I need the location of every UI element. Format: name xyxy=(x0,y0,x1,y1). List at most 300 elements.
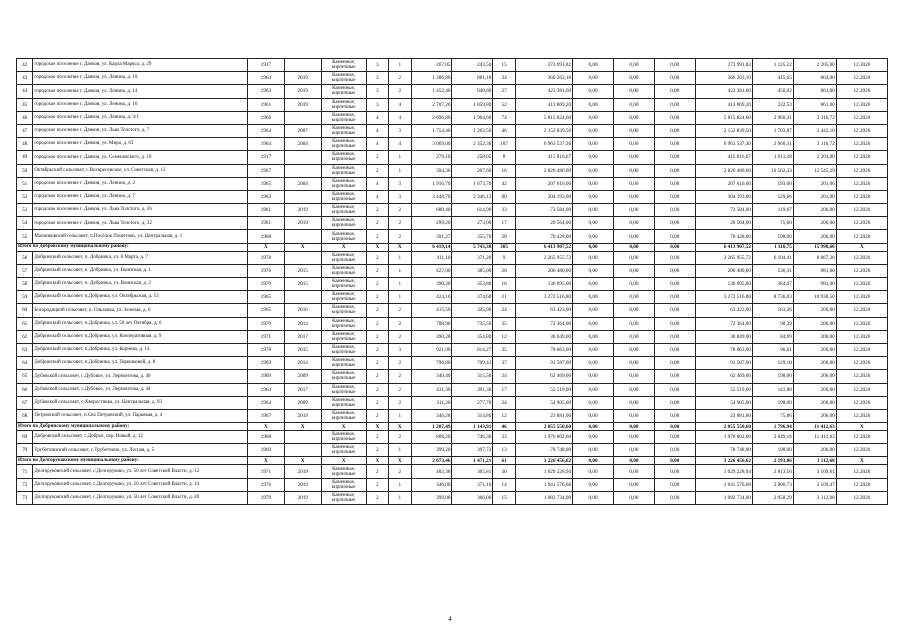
cell-f1: 0,00 xyxy=(573,85,614,98)
cell-y2: 2017 xyxy=(284,330,321,343)
cell-f2: 0,00 xyxy=(613,409,654,422)
cell-own: 206 480,00 xyxy=(695,264,752,277)
cell-y2: 2004 xyxy=(284,138,321,151)
cell-s2: 3 112,68 xyxy=(793,457,836,465)
cell-f2: 0,00 xyxy=(613,230,654,243)
cell-n: 69 xyxy=(17,431,33,444)
cell-floors: 2 xyxy=(366,291,388,304)
table-row xyxy=(17,217,888,230)
cell-s2: 206,00 xyxy=(793,304,836,317)
cell-a2: 1 471,21 xyxy=(452,457,493,465)
cell-ent: 1 xyxy=(389,409,411,422)
cell-y1: 1961 xyxy=(248,98,285,111)
cell-res: 18 xyxy=(493,278,515,291)
cell-res: 27 xyxy=(493,85,515,98)
cell-a1: 796,80 xyxy=(411,357,452,370)
cell-wall: Каменные, кирпичные xyxy=(321,478,366,491)
cell-f2: 0,00 xyxy=(613,251,654,264)
cell-addr: Добринский сельсовет, п.Добринка, ул. Терешковой, д. 8 xyxy=(33,357,248,370)
cell-y2: 2016 xyxy=(284,304,321,317)
cell-y1: 1969 xyxy=(248,370,285,383)
cell-res: 17 xyxy=(493,383,515,396)
cell-a1: 394,36 xyxy=(411,164,452,177)
cell-floors: 2 xyxy=(366,491,388,504)
cell-f3: 0,00 xyxy=(654,396,695,409)
cell-a2: 746,30 xyxy=(452,431,493,444)
cell-s1: 536,31 xyxy=(752,264,793,277)
cell-res: 35 xyxy=(493,317,515,330)
cell-y2: 2015 xyxy=(284,278,321,291)
cell-f3: 0,00 xyxy=(654,317,695,330)
cell-addr: Долгоруковский сельсовет, с.Долгоруково, ул. 50 лет Советской Власти, д. 14 xyxy=(33,478,248,491)
cell-own: 54 905,00 xyxy=(695,396,752,409)
cell-y1: 1965 xyxy=(248,291,285,304)
cell-s2: 201,06 xyxy=(793,177,836,190)
cell-s1: 141,88 xyxy=(752,383,793,396)
cell-s2: 981,00 xyxy=(793,264,836,277)
cell-wall: Каменные, кирпичные xyxy=(321,164,366,177)
cell-y1: 1978 xyxy=(248,251,285,264)
cell-cost: 273 991,82 xyxy=(515,59,572,72)
cell-wall: Каменные, кирпичные xyxy=(321,491,366,504)
cell-own: 273 991,82 xyxy=(695,59,752,72)
cell-s1: 2 806,73 xyxy=(752,478,793,491)
cell-floors: 2 xyxy=(366,264,388,277)
cell-a1: 808,20 xyxy=(411,431,452,444)
cell-a1: 279,18 xyxy=(411,151,452,164)
cell-date: 12.2020 xyxy=(836,478,887,491)
cell-res: 46 xyxy=(493,423,515,431)
cell-own: 136 095,00 xyxy=(695,278,752,291)
cell-s1: 198,00 xyxy=(752,230,793,243)
cell-cost: 206 480,00 xyxy=(515,264,572,277)
cell-s2: 206,00 xyxy=(793,396,836,409)
cell-res: 24 xyxy=(493,396,515,409)
cell-f1: 0,00 xyxy=(573,177,614,190)
cell-a2: 614,90 xyxy=(452,204,493,217)
cell-res: 12 xyxy=(493,409,515,422)
cell-n: 62 xyxy=(17,330,33,343)
cell-s1: 75,86 xyxy=(752,409,793,422)
cell-y1: 1979 xyxy=(248,491,285,504)
cell-y2 xyxy=(284,230,321,243)
cell-floors: 2 xyxy=(366,357,388,370)
cell-f1: 0,00 xyxy=(573,396,614,409)
cell-n: 63 xyxy=(17,343,33,356)
cell-addr: городское поселение г. Данков, ул. Ленина, д. 7 xyxy=(33,190,248,203)
table-row xyxy=(17,72,888,85)
cell-res: 52 xyxy=(493,98,515,111)
table-row xyxy=(17,304,888,317)
cell-f3: 0,00 xyxy=(654,423,695,431)
cell-addr: Малинковский сельсовет, п.Посёлок Пошетово, ул. Центральная, д. 1 xyxy=(33,230,248,243)
cell-n: 45 xyxy=(17,98,33,111)
cell-a2: 881,18 xyxy=(452,72,493,85)
cell-own: 78 663,00 xyxy=(695,343,752,356)
cell-ent: 2 xyxy=(389,317,411,330)
cell-f3: 0,00 xyxy=(654,217,695,230)
cell-date: 12.2020 xyxy=(836,383,887,396)
cell-wall: Каменные, кирпичные xyxy=(321,291,366,304)
cell-ent: 2 xyxy=(389,370,411,383)
cell-own: 72 364,00 xyxy=(695,317,752,330)
cell-res: 9 xyxy=(493,251,515,264)
cell-cost: 73 584,00 xyxy=(515,204,572,217)
cell-f2: 0,00 xyxy=(613,465,654,478)
cell-res: 42 xyxy=(493,177,515,190)
cell-ent: 3 xyxy=(389,343,411,356)
cell-floors: 4 xyxy=(366,111,388,124)
cell-a2: 1 143,91 xyxy=(452,423,493,431)
cell-own: 70 428,00 xyxy=(695,230,752,243)
cell-y1: 1964 xyxy=(248,396,285,409)
cell-own: 366 263,10 xyxy=(695,72,752,85)
cell-s1: 6 104,41 xyxy=(752,251,793,264)
cell-y2: 2014 xyxy=(284,357,321,370)
cell-n: 60 xyxy=(17,304,33,317)
cell-floors: 2 xyxy=(366,370,388,383)
cell-res: 14 xyxy=(493,478,515,491)
cell-n: 55 xyxy=(17,230,33,243)
cell-cost: 70 428,00 xyxy=(515,230,572,243)
cell-addr: Богородицкий сельсовет, п. Ольховка, ул. Зеленая, д. 6 xyxy=(33,304,248,317)
cell-floors: 2 xyxy=(366,478,388,491)
cell-f1: 0,00 xyxy=(573,317,614,330)
cell-a1: 390,28 xyxy=(411,330,452,343)
cell-own: 30 049,00 xyxy=(695,330,752,343)
cell-y2 xyxy=(284,59,321,72)
page-number: 4 xyxy=(448,615,452,623)
cell-ent: 2 xyxy=(389,217,411,230)
cell-y2: 2015 xyxy=(284,343,321,356)
cell-y1: 1961 xyxy=(248,217,285,230)
cell-s1: 2 193,06 xyxy=(752,457,793,465)
cell-own: 91 587,00 xyxy=(695,357,752,370)
cell-s1: 183,36 xyxy=(752,304,793,317)
cell-s1: 1 611,38 xyxy=(752,151,793,164)
cell-a1: 1 916,70 xyxy=(411,177,452,190)
cell-s1: 8 736,03 xyxy=(752,291,793,304)
cell-res: 80 xyxy=(493,190,515,203)
cell-f2: 0,00 xyxy=(613,343,654,356)
cell-floors: 3 xyxy=(366,59,388,72)
cell-cost: 6 963 537,30 xyxy=(515,138,572,151)
cell-date: 12.2020 xyxy=(836,304,887,317)
cell-n: 56 xyxy=(17,251,33,264)
table-row xyxy=(17,190,888,203)
cell-floors: 4 xyxy=(366,190,388,203)
cell-addr: Добринский сельсовет, п.Добринка, ул. Кооперативная, д. 9 xyxy=(33,330,248,343)
cell-cost: 1 976 802,60 xyxy=(515,431,572,444)
table-row xyxy=(17,111,888,124)
cell-addr: Долгоруковский сельсовет, с.Долгоруково, ул. 50 лет Советской Власти, д. 12 xyxy=(33,465,248,478)
cell-res: 61 xyxy=(493,457,515,465)
cell-a2: 365,81 xyxy=(452,465,493,478)
cell-f1: 0,00 xyxy=(573,243,614,251)
cell-s1: 198,00 xyxy=(752,444,793,457)
cell-n: 65 xyxy=(17,370,33,383)
cell-floors: 2 xyxy=(366,164,388,177)
cell-cost: 5 815 824,60 xyxy=(515,111,572,124)
cell-res: 15 xyxy=(493,491,515,504)
cell-s2: 861,00 xyxy=(793,85,836,98)
cell-wall: Каменные, кирпичные xyxy=(321,204,366,217)
cell-a2: 353,80 xyxy=(452,278,493,291)
cell-a1: 1 386,80 xyxy=(411,72,452,85)
cell-f2: 0,00 xyxy=(613,370,654,383)
cell-own: 55 519,00 xyxy=(695,383,752,396)
cell-s1: 222,53 xyxy=(752,98,793,111)
cell-f3: 0,00 xyxy=(654,98,695,111)
cell-s1: 75,60 xyxy=(752,217,793,230)
cell-addr: Добринский сельсовет, п. Добринка, ул. Воинская, д. 1 xyxy=(33,264,248,277)
cell-f2: 0,00 xyxy=(613,111,654,124)
cell-wall: Каменные, кирпичные xyxy=(321,370,366,383)
cell-a1: 3 069,00 xyxy=(411,138,452,151)
cell-cost: 2 826 480,00 xyxy=(515,164,572,177)
cell-y2: 2015 xyxy=(284,264,321,277)
cell-y1: 1970 xyxy=(248,317,285,330)
cell-y2: 2004 xyxy=(284,177,321,190)
table-row xyxy=(17,431,888,444)
cell-f1: 0,00 xyxy=(573,431,614,444)
cell-a2: 273,00 xyxy=(452,217,493,230)
cell-f3: 0,00 xyxy=(654,264,695,277)
cell-n: 73 xyxy=(17,491,33,504)
cell-s2: 206,00 xyxy=(793,217,836,230)
cell-wall: Каменные, кирпичные xyxy=(321,383,366,396)
cell-y2: 2019 xyxy=(284,409,321,422)
cell-s1: 10 562,33 xyxy=(752,164,793,177)
cell-floors: 2 xyxy=(366,204,388,217)
cell-s1: 193,00 xyxy=(752,177,793,190)
cell-s1: 1 125,22 xyxy=(752,59,793,72)
cell-cost: 62 469,00 xyxy=(515,370,572,383)
cell-n: 42 xyxy=(17,59,33,72)
cell-f3: 0,00 xyxy=(654,409,695,422)
cell-f3: 0,00 xyxy=(654,357,695,370)
cell-date: 12.2020 xyxy=(836,396,887,409)
cell-addr: Долгоруковский сельсовет, с.Долгоруково, ул. 50 лет Советской Власти, д. 20 xyxy=(33,491,248,504)
cell-a1: 346,28 xyxy=(411,409,452,422)
cell-wall: Каменные, кирпичные xyxy=(321,217,366,230)
cell-date: 12.2020 xyxy=(836,217,887,230)
cell-n: 54 xyxy=(17,217,33,230)
table-row xyxy=(17,396,888,409)
cell-date: 12.2020 xyxy=(836,164,887,177)
cell-cost: 78 663,00 xyxy=(515,343,572,356)
cell-f1: 0,00 xyxy=(573,304,614,317)
cell-s2: 8 867,36 xyxy=(793,251,836,264)
cell-wall: Каменные, кирпичные xyxy=(321,444,366,457)
cell-f2: 0,00 xyxy=(613,138,654,151)
cell-f3: 0,00 xyxy=(654,190,695,203)
cell-f1: 0,00 xyxy=(573,72,614,85)
cell-ent: X xyxy=(389,457,411,465)
cell-f1: 0,00 xyxy=(573,465,614,478)
cell-n: 47 xyxy=(17,124,33,137)
cell-wall: Каменные, кирпичные xyxy=(321,98,366,111)
cell-n: 43 xyxy=(17,72,33,85)
table-row xyxy=(17,204,888,217)
cell-s1: 98,39 xyxy=(752,317,793,330)
cell-wall: Каменные, кирпичные xyxy=(321,190,366,203)
cell-floors: 4 xyxy=(366,124,388,137)
cell-ent: X xyxy=(389,423,411,431)
cell-s1: 384,67 xyxy=(752,278,793,291)
cell-res: 12 xyxy=(493,330,515,343)
cell-own: 6 413 907,52 xyxy=(695,243,752,251)
cell-n: 71 xyxy=(17,465,33,478)
cell-y1: 1969 xyxy=(248,357,285,370)
cell-n: 64 xyxy=(17,357,33,370)
cell-s2: 206,00 xyxy=(793,204,836,217)
cell-n: 48 xyxy=(17,138,33,151)
cell-a2: 709,41 xyxy=(452,357,493,370)
subtotal-row xyxy=(17,243,888,251)
cell-y1: X xyxy=(248,457,285,465)
cell-cost: 20 564,00 xyxy=(515,217,572,230)
cell-n: 72 xyxy=(17,478,33,491)
cell-cost: 423 381,60 xyxy=(515,85,572,98)
cell-y1: 1968 xyxy=(248,230,285,243)
cell-res: 33 xyxy=(493,431,515,444)
cell-addr: Дубовской сельсовет, с.Хворостянка, ул. Центральная, д. 93 xyxy=(33,396,248,409)
cell-a1: 415,50 xyxy=(411,304,452,317)
cell-a2: 315,50 xyxy=(452,370,493,383)
cell-res: 35 xyxy=(493,343,515,356)
cell-s1: 129,66 xyxy=(752,190,793,203)
cell-wall: Каменные, кирпичные xyxy=(321,124,366,137)
cell-y1: 1964 xyxy=(248,383,285,396)
cell-ent: 3 xyxy=(389,190,411,203)
table-row xyxy=(17,177,888,190)
cell-s2: 864,00 xyxy=(793,72,836,85)
cell-f2: 0,00 xyxy=(613,124,654,137)
cell-a1: 402,38 xyxy=(411,465,452,478)
cell-s2: 3 116,72 xyxy=(793,138,836,151)
cell-ent: 1 xyxy=(389,251,411,264)
cell-y2: 2019 xyxy=(284,204,321,217)
cell-wall: Каменные, кирпичные xyxy=(321,85,366,98)
cell-a1: 2 707,20 xyxy=(411,98,452,111)
cell-cost: 413 869,20 xyxy=(515,98,572,111)
cell-a1: 431,30 xyxy=(411,383,452,396)
cell-a2: 314,80 xyxy=(452,409,493,422)
cell-f3: 0,00 xyxy=(654,304,695,317)
cell-y2 xyxy=(284,151,321,164)
cell-ent: 2 xyxy=(389,72,411,85)
cell-f1: 0,00 xyxy=(573,264,614,277)
cell-y2: 2019 xyxy=(284,85,321,98)
cell-floors: 2 xyxy=(366,330,388,343)
cell-cost: 366 263,10 xyxy=(515,72,572,85)
cell-wall: Каменные, кирпичные xyxy=(321,357,366,370)
cell-wall: Каменные, кирпичные xyxy=(321,317,366,330)
cell-s2: 10 938,50 xyxy=(793,291,836,304)
cell-f1: 0,00 xyxy=(573,291,614,304)
cell-s1: 198,00 xyxy=(752,370,793,383)
cell-s1: 129,10 xyxy=(752,357,793,370)
cell-addr: Октябрьский сельсовет, с.Воскресенское, ул. Советская, д. 12 xyxy=(33,164,248,177)
cell-y2: 2017 xyxy=(284,383,321,396)
cell-y1: 1965 xyxy=(248,177,285,190)
cell-own: 78 748,00 xyxy=(695,444,752,457)
cell-a1: 1 207,49 xyxy=(411,423,452,431)
cell-ent: 2 xyxy=(389,85,411,98)
cell-a1: 1 754,40 xyxy=(411,124,452,137)
cell-cost: 30 049,00 xyxy=(515,330,572,343)
cell-a1: 2 696,80 xyxy=(411,111,452,124)
cell-own: 3 226 456,62 xyxy=(695,457,752,465)
cell-a2: 345,90 xyxy=(452,304,493,317)
cell-a1: 1 452,40 xyxy=(411,85,452,98)
cell-date: 12.2020 xyxy=(836,291,887,304)
cell-f1: 0,00 xyxy=(573,343,614,356)
cell-floors: X xyxy=(366,457,388,465)
cell-f3: 0,00 xyxy=(654,251,695,264)
table-row xyxy=(17,478,888,491)
cell-res: 28 xyxy=(493,230,515,243)
cell-s2: 3 116,72 xyxy=(793,111,836,124)
cell-s2: 206,00 xyxy=(793,444,836,457)
cell-y1: 1965 xyxy=(248,304,285,317)
cell-addr: Петровский сельсовет, п.Свх Петровский, ул. Парковая, д. 4 xyxy=(33,409,248,422)
cell-f2: 0,00 xyxy=(613,278,654,291)
cell-s2: 2 203,00 xyxy=(793,151,836,164)
cell-a2: 355,70 xyxy=(452,230,493,243)
cell-f2: 0,00 xyxy=(613,72,654,85)
cell-y2: X xyxy=(284,423,321,431)
cell-s1: 2 813,56 xyxy=(752,465,793,478)
cell-y2: 2019 xyxy=(284,491,321,504)
cell-date: 12.2020 xyxy=(836,124,887,137)
cell-f1: 0,00 xyxy=(573,204,614,217)
cell-ent: 1 xyxy=(389,444,411,457)
cell-f3: 0,00 xyxy=(654,431,695,444)
cell-a1: 424,10 xyxy=(411,291,452,304)
cell-y1: 1976 xyxy=(248,264,285,277)
cell-date: 12.2020 xyxy=(836,177,887,190)
cell-s2: 12 545,29 xyxy=(793,164,836,177)
cell-a2: 1 263,50 xyxy=(452,124,493,137)
cell-date: 12.2020 xyxy=(836,204,887,217)
housing-register-table xyxy=(16,58,888,505)
cell-ent: 2 xyxy=(389,357,411,370)
cell-f2: 0,00 xyxy=(613,330,654,343)
cell-cost: 23 881,00 xyxy=(515,409,572,422)
cell-date: 12.2020 xyxy=(836,317,887,330)
cell-f2: 0,00 xyxy=(613,304,654,317)
table-row xyxy=(17,151,888,164)
cell-a2: 940,80 xyxy=(452,85,493,98)
cell-y2: 2009 xyxy=(284,396,321,409)
table-row xyxy=(17,491,888,504)
cell-res: 8 xyxy=(493,151,515,164)
cell-f1: 0,00 xyxy=(573,98,614,111)
cell-s1: 2 649,16 xyxy=(752,431,793,444)
cell-a2: 735,50 xyxy=(452,317,493,330)
cell-ent: 1 xyxy=(389,291,411,304)
cell-s2: 861,00 xyxy=(793,98,836,111)
cell-floors: 4 xyxy=(366,177,388,190)
cell-cost: 72 364,00 xyxy=(515,317,572,330)
cell-floors: 2 xyxy=(366,230,388,243)
cell-n: 46 xyxy=(17,111,33,124)
cell-n: 49 xyxy=(17,151,33,164)
cell-y2 xyxy=(284,431,321,444)
table-row xyxy=(17,85,888,98)
